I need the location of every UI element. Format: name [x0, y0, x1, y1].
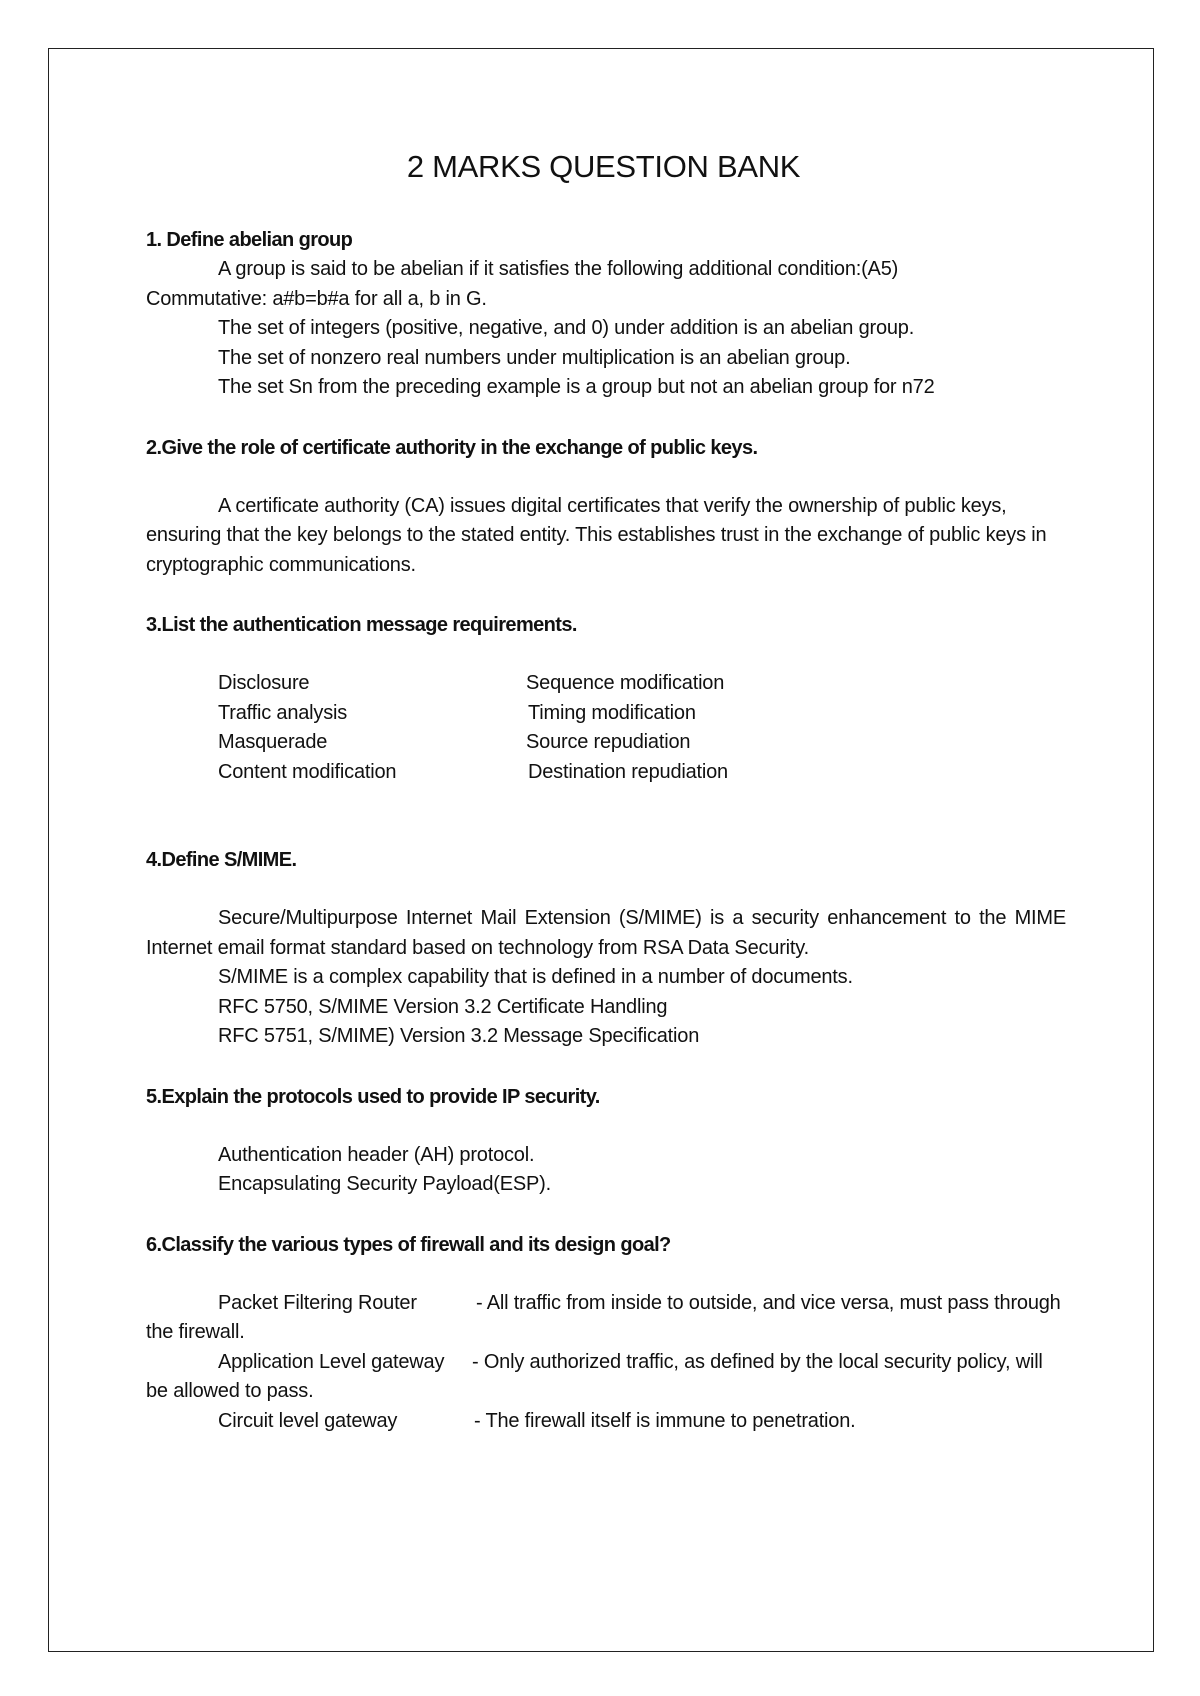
requirements-list [146, 669, 1066, 787]
q5-line2: Encapsulating Security Payload(ESP). [218, 1173, 551, 1195]
list-item: Destination repudiation [528, 760, 728, 783]
list-item: Disclosure [218, 672, 310, 694]
page-title: 2 MARKS QUESTION BANK [406, 149, 801, 184]
question-2 [146, 433, 1066, 581]
firewall-item [146, 1407, 1066, 1437]
q4-line2: S/MIME is a complex capability that is defined in a number of documents. [218, 966, 853, 988]
q1-line1: A group is said to be abelian if it satisfies the following additional condition:(A5) [218, 258, 899, 280]
list-item: Traffic analysis [218, 701, 348, 724]
q1-line3: The set of integers (positive, negative, and 0) under addition is an abelian group. [218, 317, 915, 339]
q4-line3: RFC 5750, S/MIME Version 3.2 Certificate Handling [218, 995, 668, 1018]
question-4 [146, 845, 1066, 1052]
q4-paragraph: Secure/Multipurpose Internet Mail Extension (S/MIME) is a security enhancement to the MIME Internet email format standard based on technology from RSA Data Security. [146, 907, 1066, 959]
q1-line4: The set of nonzero real numbers under multiplication is an abelian group. [218, 346, 851, 369]
firewall-name: Circuit level gateway [218, 1409, 398, 1432]
firewall-name: Application Level gateway [218, 1350, 445, 1373]
question-1 [146, 225, 1066, 403]
q5-line1: Authentication header (AH) protocol. [218, 1143, 535, 1166]
q4-line4: RFC 5751, S/MIME) Version 3.2 Message Specification [218, 1025, 700, 1047]
question-4-heading: 4.Define S/MIME. [146, 849, 297, 871]
q2-paragraph: A certificate authority (CA) issues digital certificates that verify the ownership of public keys, ensuring that the key belongs to the stated entity. This establishes trust in the exchange of public keys in cryptographic communications. [146, 494, 1047, 576]
firewall-item [146, 1289, 1066, 1348]
document-body [146, 145, 1066, 1436]
list-item: Sequence modification [526, 672, 725, 694]
list-item: Source repudiation [526, 731, 691, 753]
firewall-item [146, 1348, 1066, 1407]
question-1-heading: 1. Define abelian group [146, 229, 353, 251]
question-3 [146, 610, 1066, 787]
question-5-heading: 5.Explain the protocols used to provide IP security. [146, 1085, 600, 1108]
question-5 [146, 1082, 1066, 1200]
question-6-heading: 6.Classify the various types of firewall and its design goal? [146, 1233, 671, 1256]
question-3-heading: 3.List the authentication message requirements. [146, 614, 577, 636]
question-1-line [146, 255, 1066, 314]
question-2-heading: 2.Give the role of certificate authority in the exchange of public keys. [146, 436, 758, 459]
q1-line5: The set Sn from the preceding example is a group but not an abelian group for n72 [218, 376, 935, 398]
list-item: Masquerade [218, 731, 328, 753]
list-item: Content modification [218, 760, 397, 783]
q1-line2: Commutative: a#b=b#a for all a, b in G. [146, 287, 487, 310]
list-item: Timing modification [528, 701, 696, 724]
firewall-desc: - The firewall itself is immune to penetration. [474, 1409, 856, 1432]
firewall-name: Packet Filtering Router [218, 1291, 417, 1314]
firewall-desc: - All traffic from inside to outside, and vice versa, must pass through the firewall. [146, 1291, 1061, 1343]
question-6 [146, 1230, 1066, 1437]
firewall-desc: - Only authorized traffic, as defined by the local security policy, will be allowed to pass. [146, 1350, 1043, 1402]
